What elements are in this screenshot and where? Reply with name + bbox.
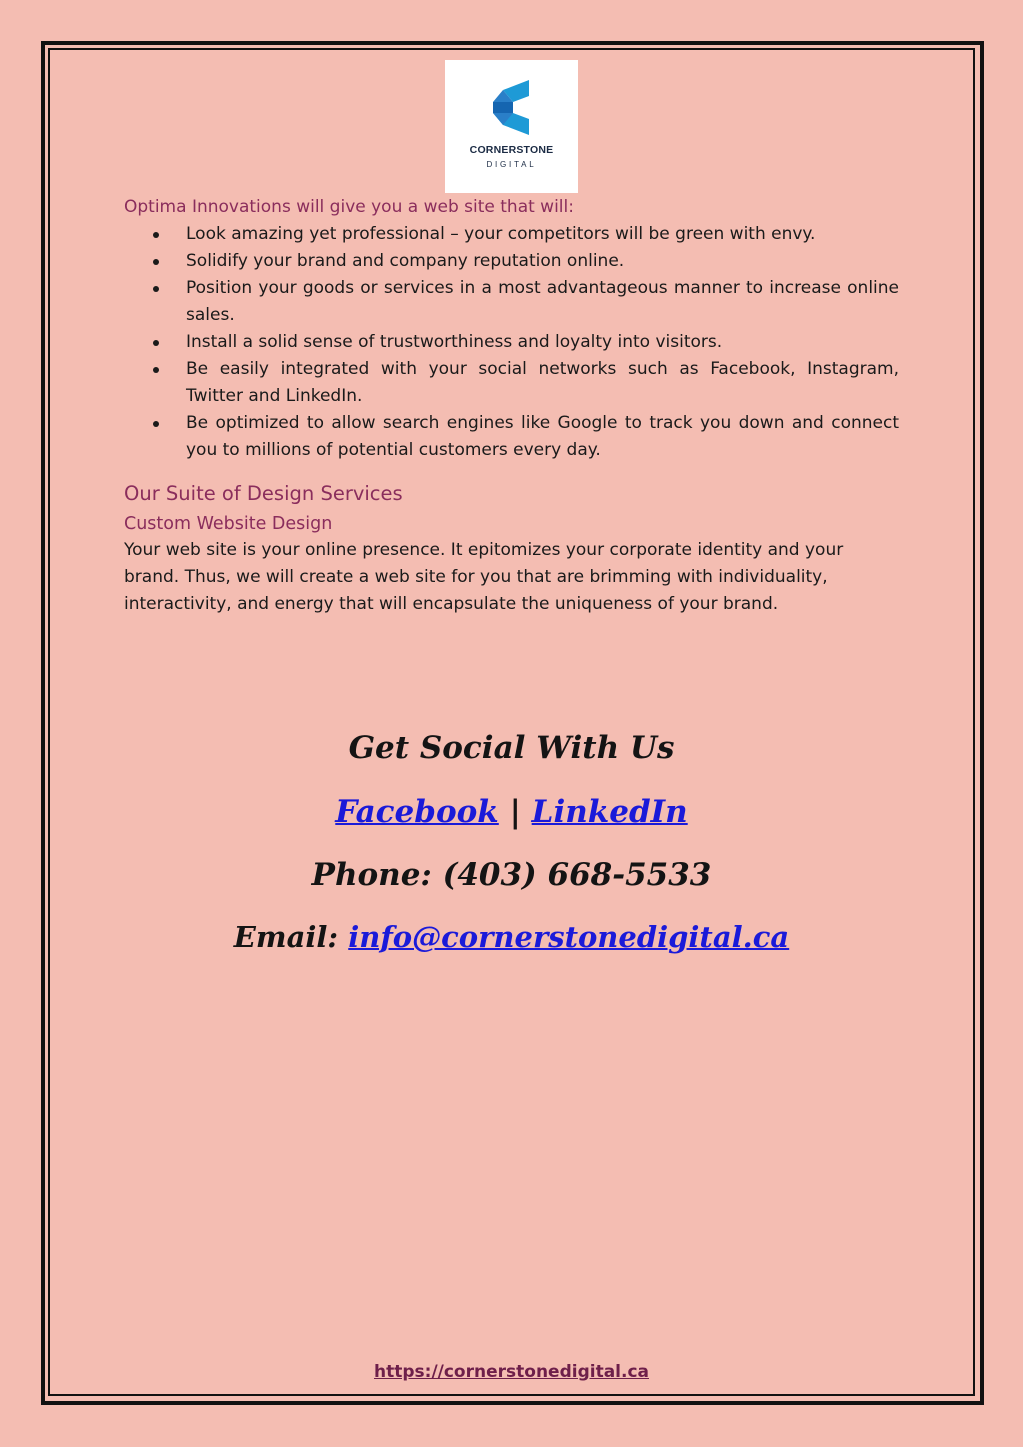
bullet-icon — [153, 421, 159, 427]
email-link[interactable]: info@cornerstonedigital.ca — [348, 920, 790, 954]
logo-company-name: CORNERSTONE — [469, 144, 554, 156]
list-item — [186, 356, 899, 410]
main-content — [124, 194, 899, 618]
section-title: Our Suite of Design Services — [124, 482, 403, 505]
link-separator: | — [509, 794, 521, 830]
email-label: Email: — [233, 920, 339, 954]
logo-company-subtitle: DIGITAL — [486, 160, 537, 169]
facebook-link[interactable]: Facebook — [335, 794, 499, 830]
cornerstone-logo-icon — [493, 80, 530, 135]
social-links — [49, 794, 974, 830]
list-item-text: Look amazing yet professional – your competitors will be green with envy. — [186, 224, 816, 244]
list-item-text: Solidify your brand and company reputation online. — [186, 251, 625, 271]
bullet-icon — [153, 340, 159, 346]
subsection-title: Custom Website Design — [124, 514, 333, 534]
description-paragraph: Your web site is your online presence. It epitomizes your corporate identity and your brand. Thus, we will create a web site for you that are brimming with individuality, interactivity, and energy that will encapsulate the uniqueness of your brand. — [124, 540, 844, 614]
footer-website-link[interactable]: https://cornerstonedigital.ca — [374, 1362, 649, 1382]
list-item — [186, 275, 899, 329]
list-item-text: Position your goods or services in a most advantageous manner to increase online sales. — [186, 278, 899, 325]
list-item — [186, 248, 899, 275]
bullet-icon — [153, 232, 159, 238]
list-item — [186, 221, 899, 248]
email-line — [49, 920, 974, 954]
list-item — [186, 410, 899, 464]
linkedin-link[interactable]: LinkedIn — [531, 794, 688, 830]
list-item-text: Be easily integrated with your social networks such as Facebook, Instagram, Twitter and LinkedIn. — [186, 359, 899, 406]
list-item-text: Be optimized to allow search engines like Google to track you down and connect you to millions of potential customers every day. — [186, 413, 899, 460]
intro-text: Optima Innovations will give you a web site that will: — [124, 197, 574, 217]
list-item — [186, 329, 899, 356]
bullet-icon — [153, 259, 159, 265]
bullet-icon — [153, 286, 159, 292]
benefits-list — [124, 221, 899, 464]
list-item-text: Install a solid sense of trustworthiness and loyalty into visitors. — [186, 332, 723, 352]
social-heading: Get Social With Us — [348, 730, 675, 766]
phone-number: Phone: (403) 668-5533 — [311, 857, 712, 893]
company-logo — [445, 60, 578, 193]
bullet-icon — [153, 367, 159, 373]
